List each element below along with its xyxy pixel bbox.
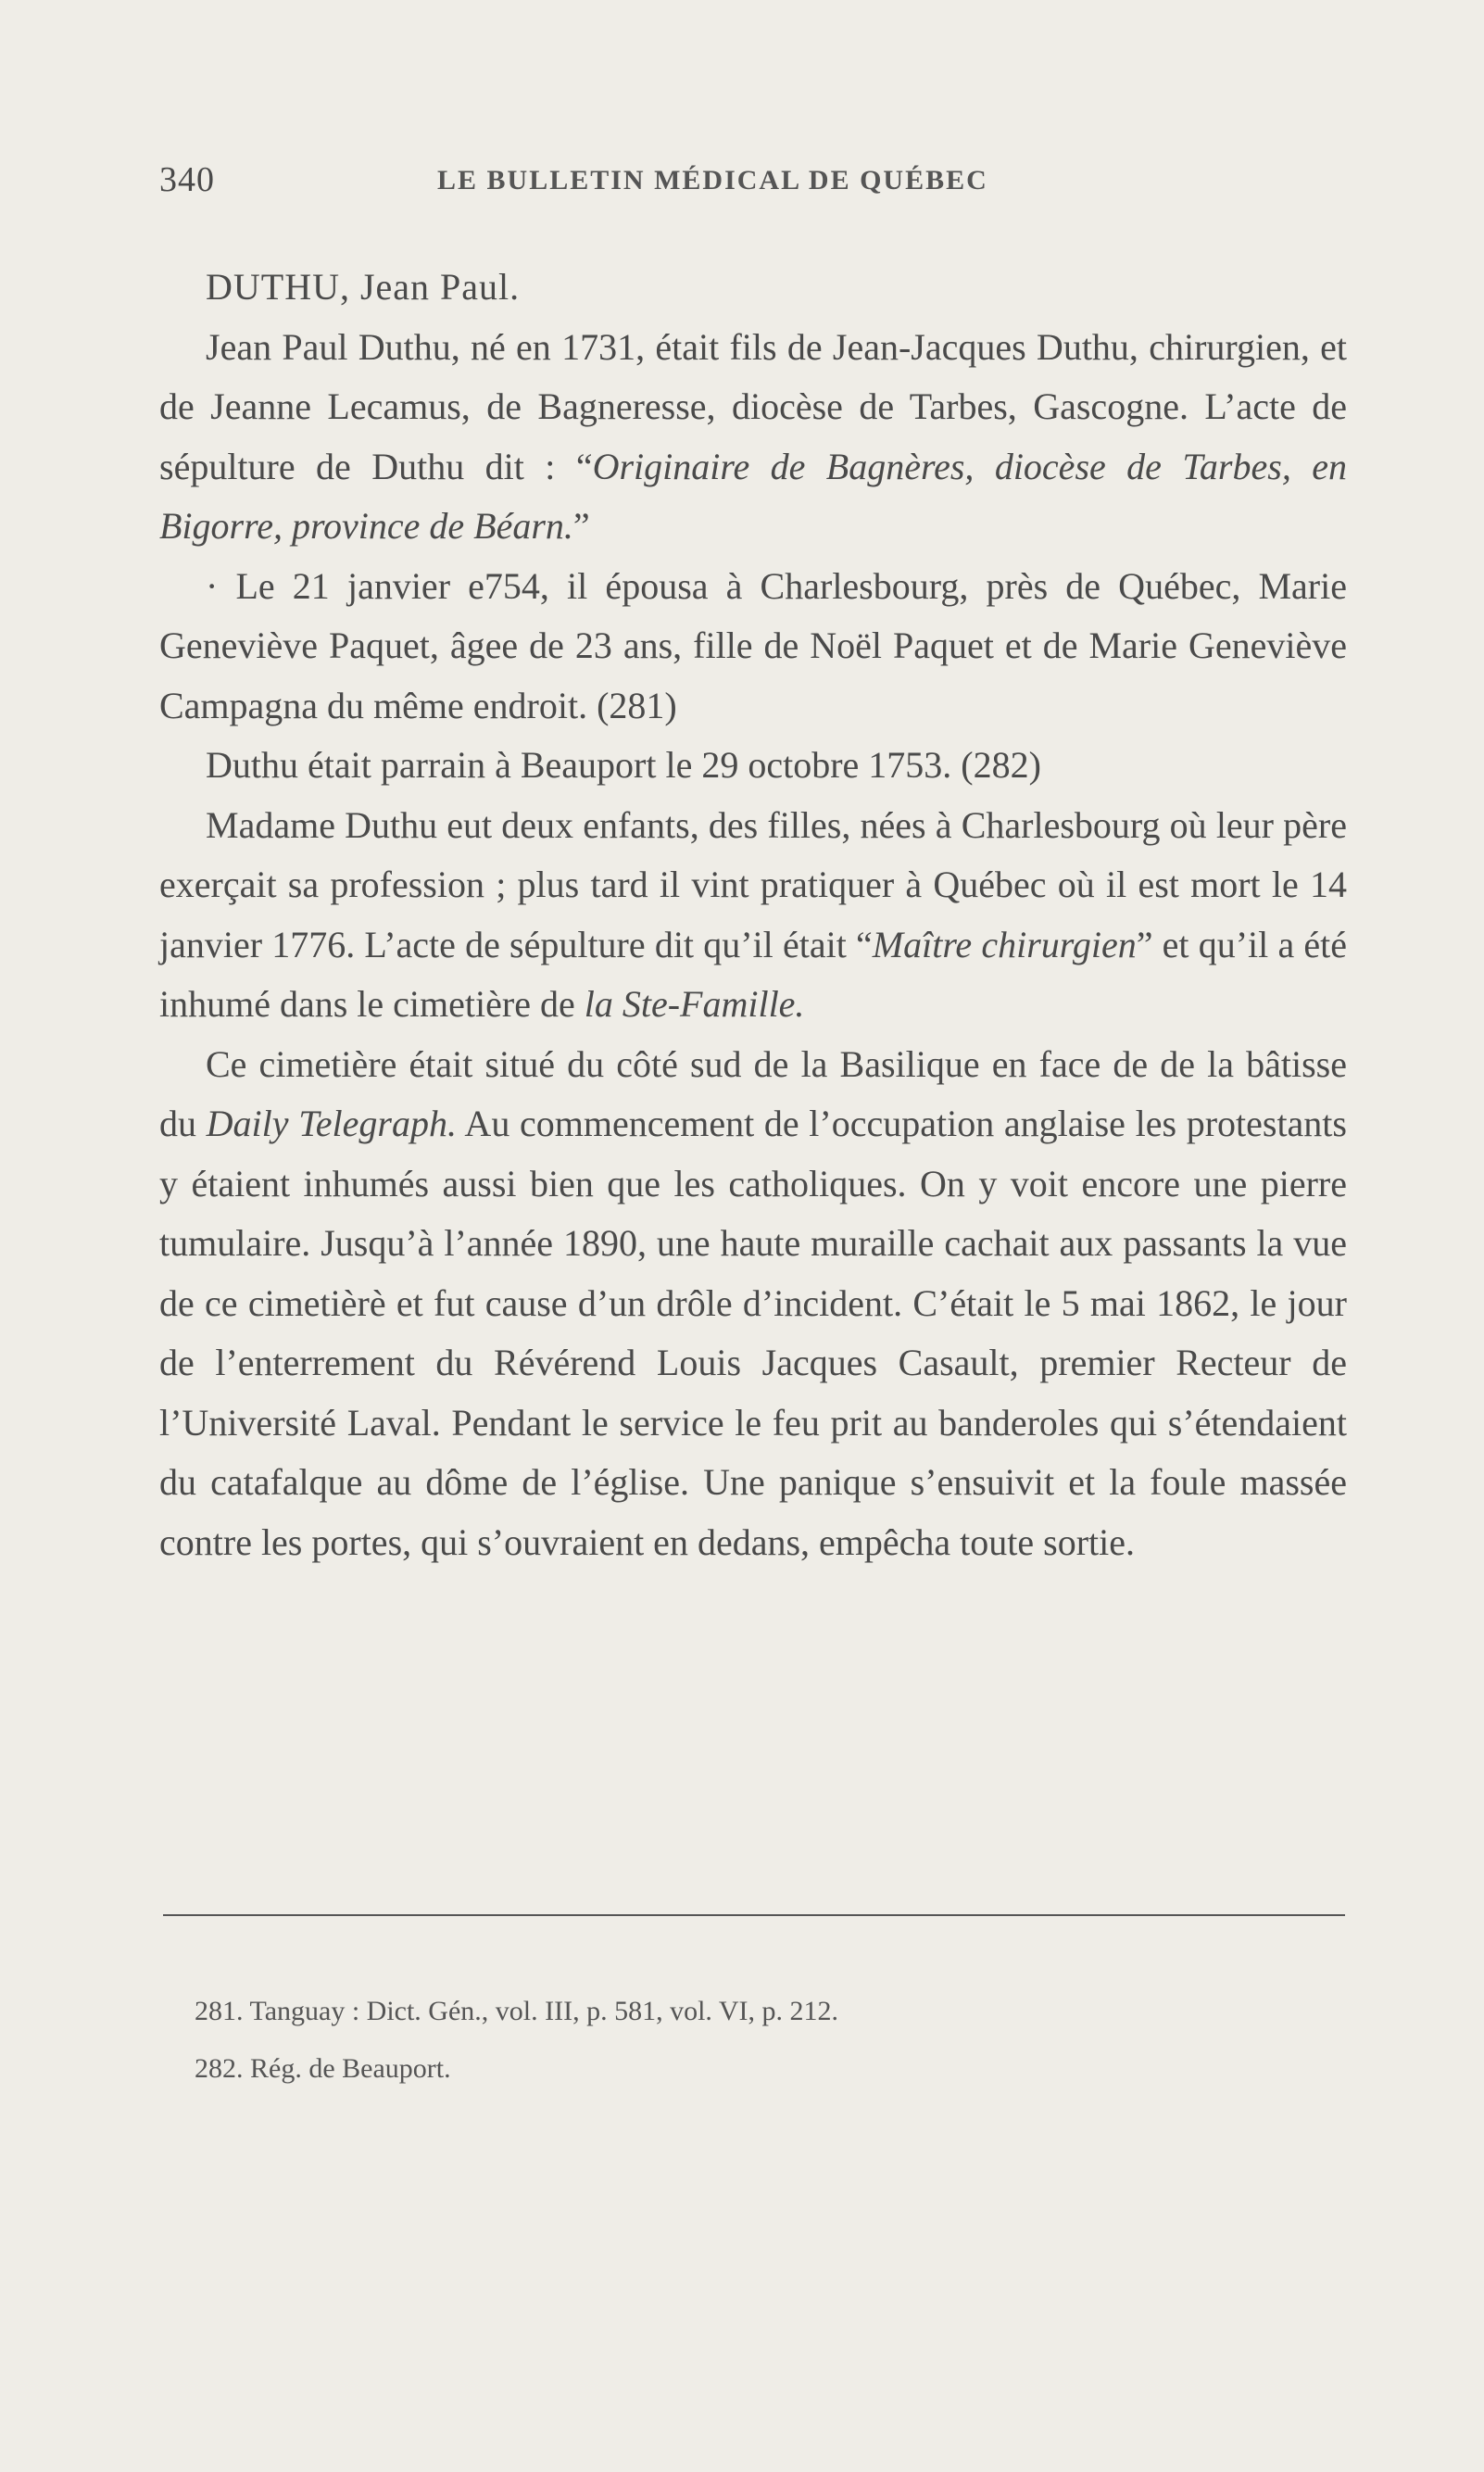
paragraph-children-text-2: ” et qu’il a été inhumé dans le cimetière de (159, 923, 1348, 1025)
paragraph-children (159, 796, 1347, 1035)
paragraph-cemetery-text-2: Au commencement de l’occupation anglaise les protestants y étaient inhumés aussi bien que les catholiques. On y voit encore une pierre tumulaire. Jusqu’à l’année 1890, une haute muraille cachait aux passants la vue de ce cimetièrè et fut cause d’un drôle d’incident. C’était le 5 mai 1862, le jour de l’enterrement du Révérend Louis Jacques Casault, premier Recteur de l’Université Laval. Pendant le service le feu prit au banderoles qui s’étendaient du catafalque au dôme de l’église. Une panique s’ensuivit et la foule massée contre les portes, qui s’ouvraient en dedans, empêcha toute sortie. (159, 1103, 1347, 1563)
footnote-282: 282. Rég. de Beauport. (195, 2053, 451, 2084)
paragraph-birth-quote: Originaire de Bagnères, diocèse de Tarbes, en Bigorre, province de Béarn. (159, 445, 1347, 547)
paragraph-marriage: · Le 21 janvier e754, il épousa à Charlesbourg, près de Québec, Marie Geneviève Paquet, âgee de 23 ans, fille de Noël Paquet et de Marie Geneviève Campagna du même endroit. (281) (159, 564, 1347, 726)
entry-heading: DUTHU, Jean Paul. (206, 266, 521, 308)
footnotes (195, 1983, 1306, 2098)
footnote-281: 281. Tanguay : Dict. Gén., vol. III, p. 581, vol. VI, p. 212. (195, 1996, 839, 2026)
paragraph-godfather: Duthu était parrain à Beauport le 29 octobre 1753. (282) (206, 744, 1041, 786)
paragraph-birth (159, 318, 1347, 557)
paragraph-children-text: Madame Duthu eut deux enfants, des filles, nées à Charlesbourg où leur père exerçait sa profession ; plus tard il vint pratiquer à Québec où il est mort le 14 janvier 1776. L’acte de sépulture dit qu’il était “ (159, 803, 1347, 965)
footnote-rule (163, 1914, 1345, 1916)
paragraph-cemetery (159, 1035, 1347, 1573)
paragraph-birth-close: ” (572, 505, 590, 547)
page-number: 340 (159, 160, 215, 199)
running-head (159, 159, 1347, 206)
body-text (159, 258, 1347, 1572)
journal-title: LE BULLETIN MÉDICAL DE QUÉBEC (437, 165, 988, 195)
paragraph-children-cemetery: la Ste-Famille. (584, 983, 805, 1025)
paragraph-birth-text: Jean Paul Duthu, né en 1731, était fils de Jean-Jacques Duthu, chirurgien, et de Jeanne Lecamus, de Bagneresse, diocèse de Tarbes, Gascogne. L’acte de sépulture de Duthu dit : “ (159, 325, 1347, 487)
paragraph-cemetery-newspaper: Daily Telegraph. (206, 1103, 457, 1144)
paragraph-cemetery-text: Ce cimetière était situé du côté sud de la Basilique en face de de la bâtisse du (159, 1042, 1347, 1144)
paragraph-children-quote: Maître chirurgien (872, 923, 1137, 965)
